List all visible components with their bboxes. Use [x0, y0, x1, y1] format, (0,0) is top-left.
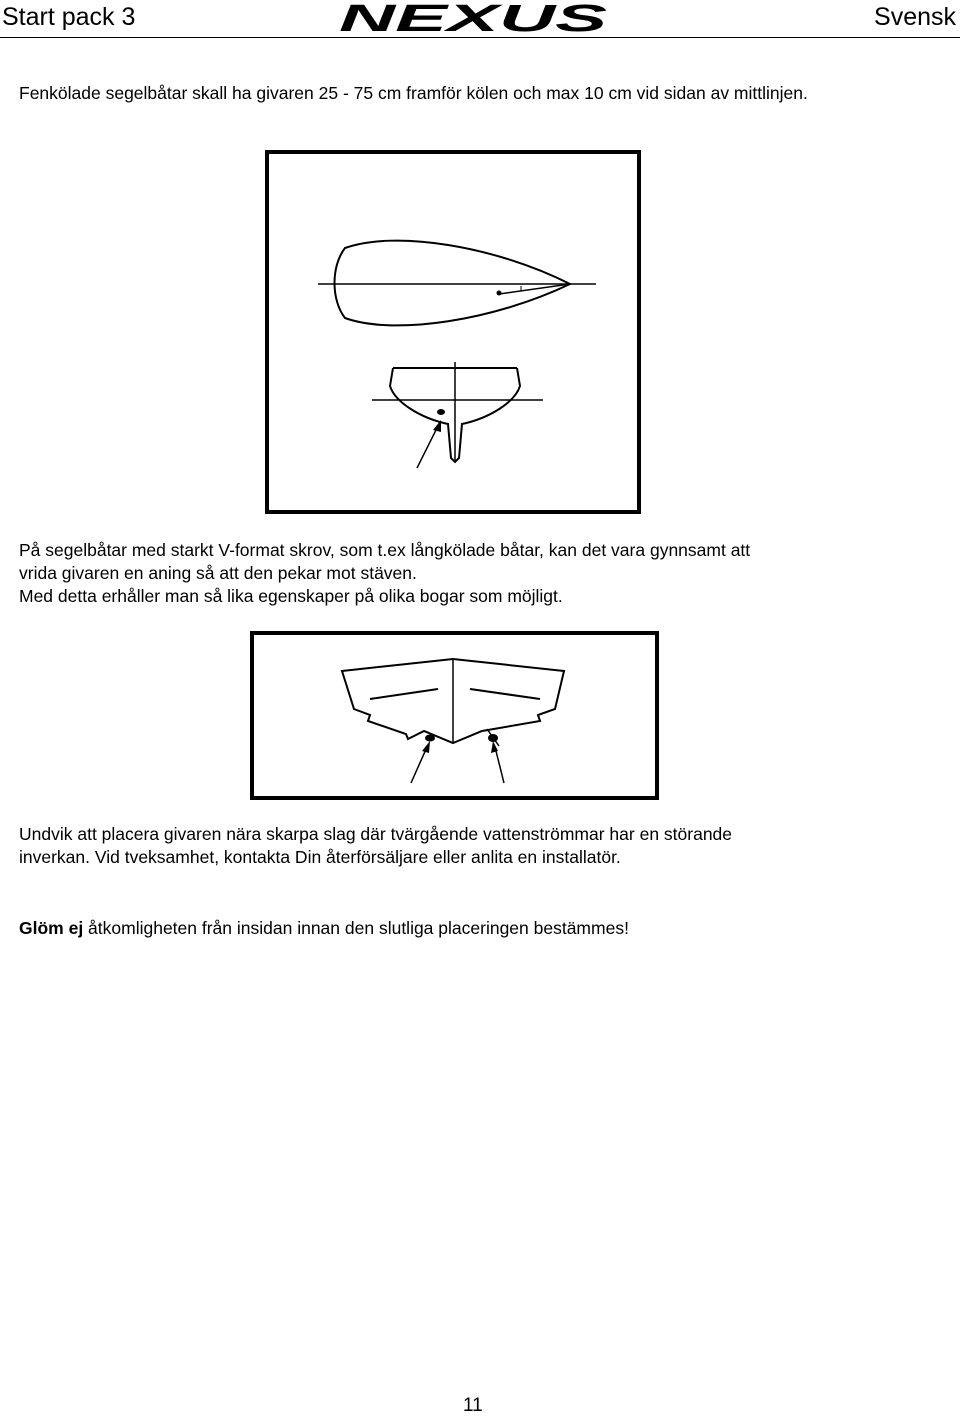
text-line: På segelbåtar med starkt V-format skrov, som t.ex långkölade båtar, kan det vara gynnsamt att: [19, 540, 751, 560]
nexus-logo: [337, 2, 609, 34]
reminder-text: åtkomligheten från insidan innan den slutliga placeringen bestämmes!: [83, 918, 629, 938]
paragraph-fin-keel: Fenkölade segelbåtar skall ha givaren 25 - 75 cm framför kölen och max 10 cm vid sidan av mittlinjen.: [19, 83, 808, 103]
fin-keel-sailboat-icon: [265, 150, 643, 516]
reminder-bold: Glöm ej: [19, 918, 84, 938]
v-hull-diagram: [250, 631, 659, 800]
language-label: Svensk: [874, 3, 956, 31]
page-header: [0, 0, 960, 40]
text-line: Med detta erhåller man så lika egenskaper på olika bogar som möjligt.: [19, 586, 563, 606]
svg-text:NEXUS: NEXUS: [339, 2, 607, 34]
document-title: Start pack 3: [2, 3, 136, 31]
paragraph-avoid-placement: [19, 823, 899, 869]
v-hull-transducer-icon: [250, 631, 659, 800]
page-number: 11: [463, 1395, 483, 1416]
paragraph-v-hull: [19, 539, 899, 608]
header-divider: [0, 37, 960, 38]
text-line: vrida givaren en aning så att den pekar mot stäven.: [19, 563, 417, 583]
text-line: inverkan. Vid tveksamhet, kontakta Din återförsäljare eller anlita en installatör.: [19, 847, 621, 867]
paragraph-reminder: [19, 917, 919, 940]
fin-keel-diagram: [265, 150, 643, 516]
text-line: Undvik att placera givaren nära skarpa slag där tvärgående vattenströmmar har en störande: [19, 824, 733, 844]
